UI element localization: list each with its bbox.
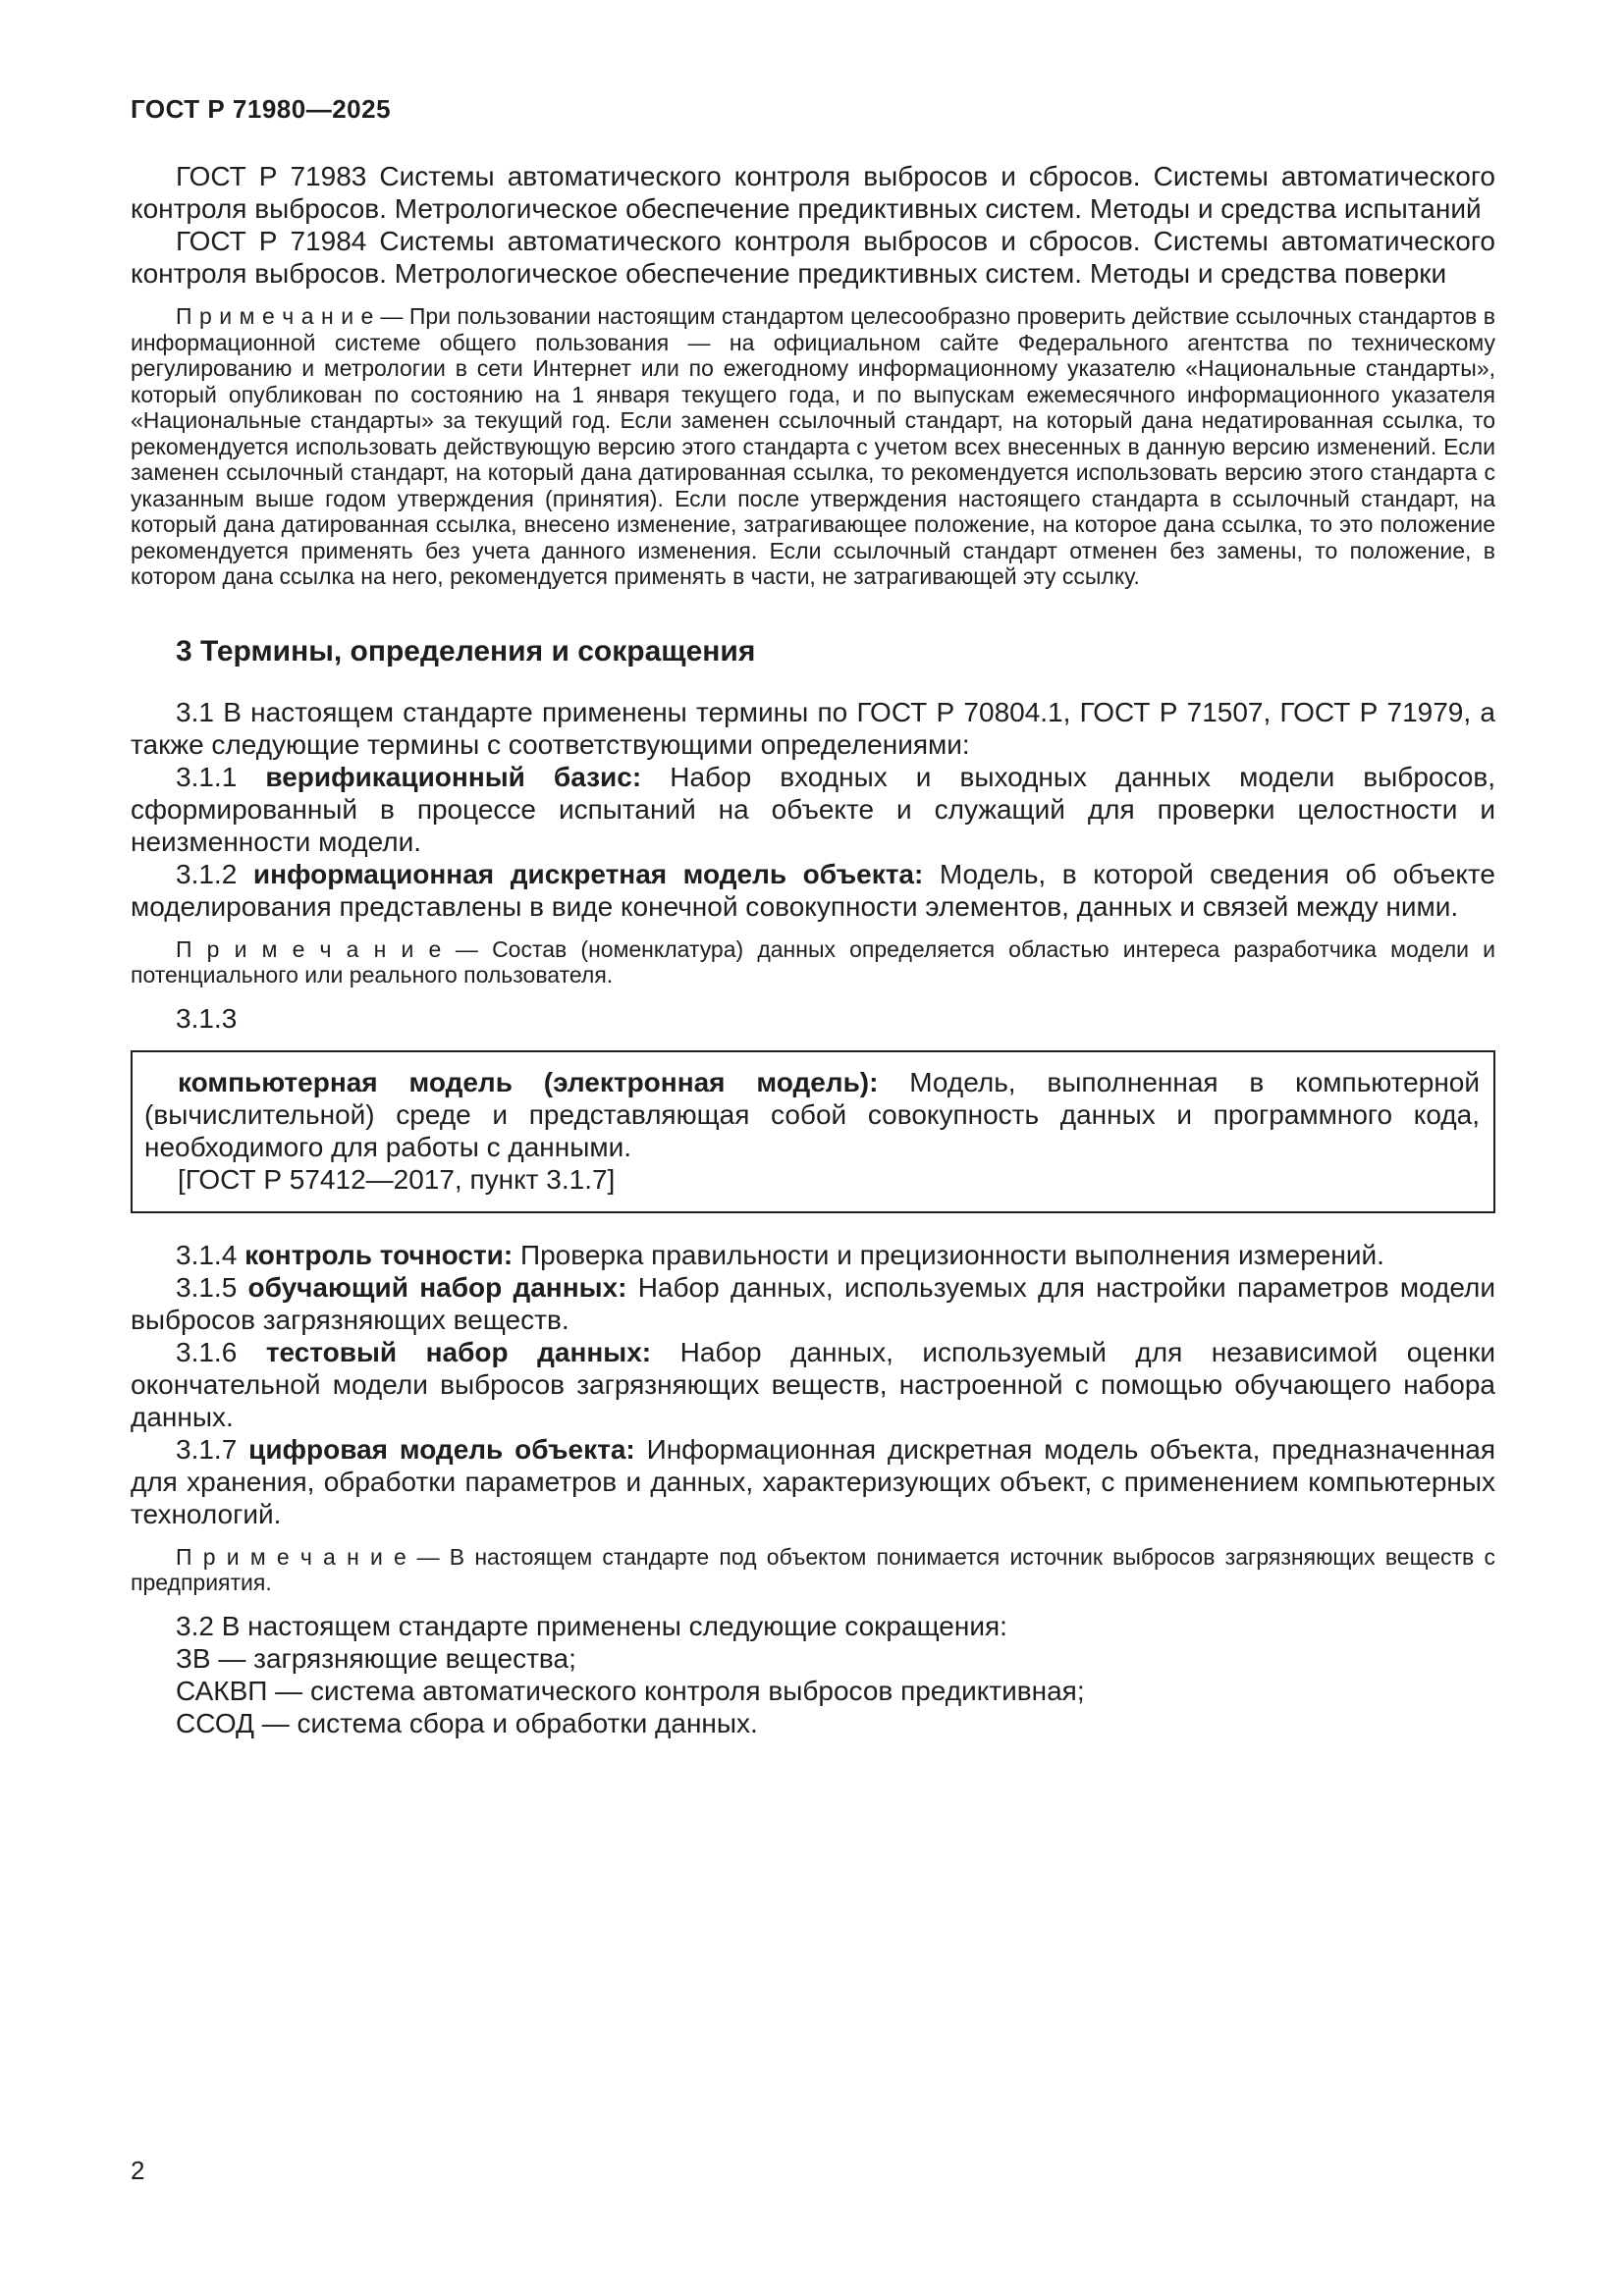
page-number: 2: [131, 2156, 145, 2185]
boxed-term-paragraph: [144, 1066, 1480, 1163]
term-number: 3.1.7: [176, 1433, 238, 1465]
term-number: 3.1.4: [176, 1239, 238, 1270]
note-label: П р и м е ч а н и е: [176, 303, 374, 329]
term-name: информационная дискретная модель объекта:: [252, 858, 924, 889]
term-3-1-1: [131, 761, 1495, 858]
term-3-1-7: [131, 1433, 1495, 1530]
term-3-1-6: [131, 1336, 1495, 1433]
term-name: тестовый набор данных:: [265, 1336, 652, 1367]
term-number: 3.1.2: [176, 858, 238, 889]
document-content: [131, 160, 1495, 1739]
boxed-definition: [131, 1050, 1495, 1213]
term-definition: Набор данных, используемых для настройки параметров модели выбросов загрязняющих веществ.: [131, 1271, 1495, 1335]
term-number: 3.1.5: [176, 1271, 238, 1303]
note-label: П р и м е ч а н и е: [176, 935, 442, 962]
boxed-definition-source: [ГОСТ Р 57412—2017, пункт 3.1.7]: [178, 1163, 616, 1195]
note-object: [131, 1544, 1495, 1596]
term-number: 3.1.1: [176, 761, 238, 792]
term-definition: Модель, в которой сведения об объекте моделирования представлены в виде конечной совокупности элементов, данных и связей между ними.: [131, 858, 1496, 922]
term-definition: Набор данных, используемый для независимой оценки окончательной модели выбросов загрязняющих веществ, настроенной с помощью обучающего набора данных.: [131, 1336, 1495, 1432]
reference-gost-71983: ГОСТ Р 71983 Системы автоматического контроля выбросов и сбросов. Системы автоматического контроля выбросов. Метрологическое обеспечение предиктивных систем. Методы и средства испытаний: [131, 161, 1495, 224]
term-definition: Проверка правильности и прецизионности выполнения измерений.: [519, 1239, 1384, 1270]
note-text: — При пользовании настоящим стандартом целесообразно проверить действие ссылочных стандартов в информационной системе общего пользования — на официальном сайте Федерального агентства по техническому регулированию и метрологии в сети Интернет или по ежегодному информационному указателю «Национальные стандарты», который опубликован по состоянию на 1 января текущего года, и по выпускам ежемесячного информационного указателя «Национальные стандарты» за текущий год. Если заменен ссылочный стандарт, на который дана недатированная ссылка, то рекомендуется использовать действующую версию этого стандарта с учетом всех внесенных в данную версию изменений. Если заменен ссылочный стандарт, на который дана датированная ссылка, то рекомендуется использовать версию этого стандарта с указанным выше годом утверждения (принятия). Если после утверждения настоящего стандарта в ссылочный стандарт, на который дана датированная ссылка, внесено изменение, затрагивающее положение, на которое дана ссылка, то это положение рекомендуется применять без учета данного изменения. Если ссылочный стандарт отменен без замены, то положение, в котором дана ссылка на него, рекомендуется применять в части, не затрагивающей эту ссылку.: [131, 303, 1495, 589]
term-name: обучающий набор данных:: [247, 1271, 627, 1303]
abbreviation-ssod: ССОД — система сбора и обработки данных.: [176, 1707, 758, 1738]
note-label: П р и м е ч а н и е: [176, 1543, 407, 1570]
term-3-1-3-number: 3.1.3: [176, 1002, 238, 1034]
term-number: 3.1.6: [176, 1336, 238, 1367]
term-definition: Информационная дискретная модель объекта, предназначенная для хранения, обработки параметров и данных, характеризующих объект, с применением компьютерных технологий.: [131, 1433, 1496, 1529]
term-definition: Набор входных и выходных данных модели выбросов, сформированный в процессе испытаний на объекте и служащий для проверки целостности и неизменности модели.: [131, 761, 1496, 857]
note-text: — В настоящем стандарте под объектом понимается источник выбросов загрязняющих веществ с предприятия.: [131, 1543, 1495, 1595]
clause-3-2: 3.2 В настоящем стандарте применены следующие сокращения:: [176, 1610, 1007, 1641]
clause-3-1: 3.1 В настоящем стандарте применены термины по ГОСТ Р 70804.1, ГОСТ Р 71507, ГОСТ Р 71979, а также следующие термины с соответствующими определениями:: [131, 696, 1495, 760]
reference-gost-71984: ГОСТ Р 71984 Системы автоматического контроля выбросов и сбросов. Системы автоматического контроля выбросов. Метрологическое обеспечение предиктивных систем. Методы и средства поверки: [131, 226, 1495, 289]
note-text: — Состав (номенклатура) данных определяется областью интереса разработчика модели и потенциального или реального пользователя.: [131, 935, 1495, 988]
term-name: верификационный базис:: [265, 761, 642, 792]
term-definition: Модель, выполненная в компьютерной (вычислительной) среде и представляющая собой совокупность данных и программного кода, необходимого для работы с данными.: [144, 1066, 1481, 1162]
document-code-header: ГОСТ Р 71980—2025: [131, 94, 392, 124]
note-references: [131, 303, 1495, 590]
note-model: [131, 936, 1495, 988]
abbreviation-sakvp: САКВП — система автоматического контроля выбросов предиктивная;: [176, 1675, 1085, 1706]
term-name: цифровая модель объекта:: [248, 1433, 635, 1465]
term-3-1-2: [131, 858, 1495, 923]
term-3-1-4: [131, 1239, 1495, 1271]
abbreviation-zv: ЗВ — загрязняющие вещества;: [176, 1642, 576, 1674]
term-name: компьютерная модель (электронная модель):: [178, 1066, 879, 1097]
term-3-1-5: [131, 1271, 1495, 1336]
section-3-heading: 3 Термины, определения и сокращения: [176, 634, 756, 667]
term-name: контроль точности:: [244, 1239, 514, 1270]
